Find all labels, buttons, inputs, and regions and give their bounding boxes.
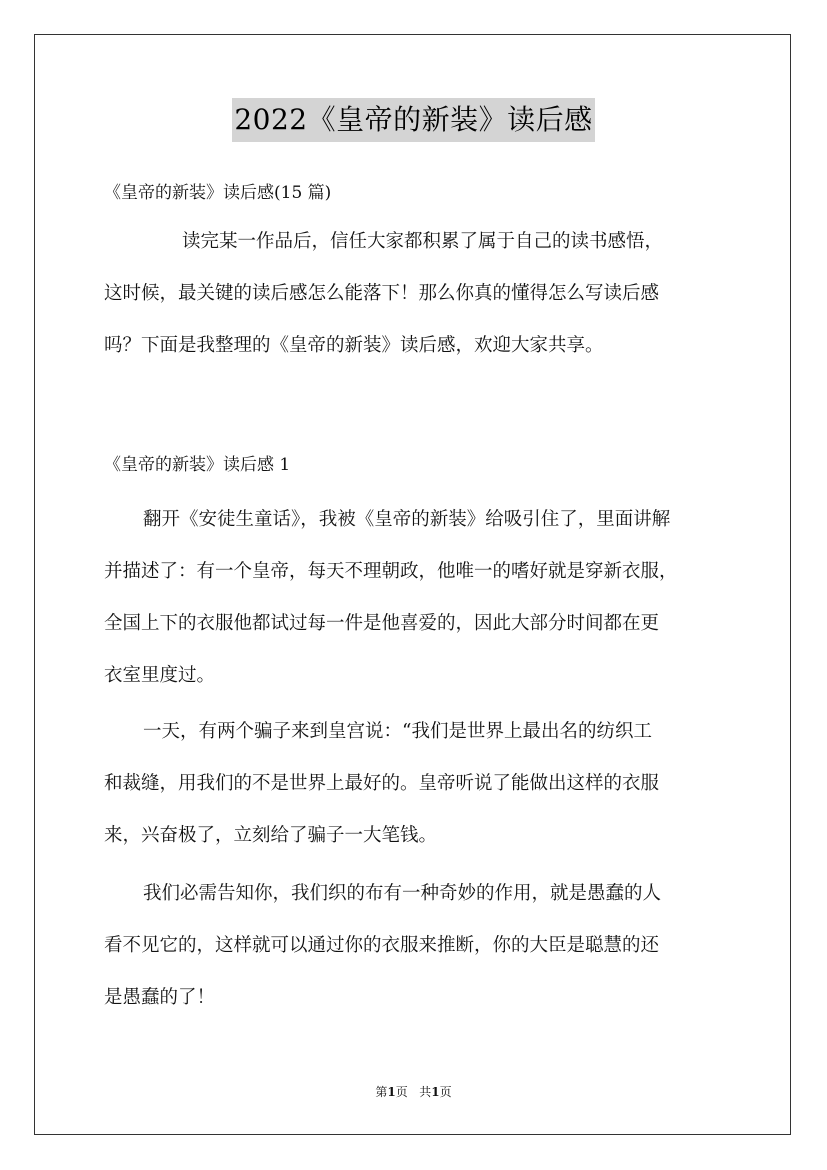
- paragraph-line: 并描述了：有一个皇帝，每天不理朝政，他唯一的嗜好就是穿新衣服，: [104, 561, 678, 582]
- document-subtitle: 《皇帝的新装》读后感(15 篇): [104, 183, 332, 203]
- paragraph-line: 是愚蠢的了！: [104, 987, 216, 1008]
- intro-line: 吗？下面是我整理的《皇帝的新装》读后感，欢迎大家共享。: [104, 335, 604, 356]
- intro-line: 这时候，最关键的读后感怎么能落下！那么你真的懂得怎么写读后感: [104, 283, 660, 304]
- paragraph-line: 看不见它的，这样就可以通过你的衣服来推断，你的大臣是聪慧的还: [104, 935, 660, 956]
- body-paragraph: [104, 706, 732, 862]
- paragraph-line: 翻开《安徒生童话》，我被《皇帝的新装》给吸引住了，里面讲解: [143, 509, 671, 530]
- section-heading: 《皇帝的新装》读后感 1: [104, 455, 291, 475]
- paragraph-line: 我们必需告知你，我们织的布有一种奇妙的作用，就是愚蠢的人: [143, 883, 662, 904]
- page-footer: [0, 1083, 827, 1101]
- paragraph-line: 一天，有两个骗子来到皇宫说：“我们是世界上最出名的纺织工: [143, 721, 652, 742]
- document-title: 2022《皇帝的新装》读后感: [232, 98, 594, 142]
- total-prefix: 共: [419, 1085, 432, 1099]
- paragraph-line: 衣室里度过。: [104, 665, 216, 686]
- total-suffix: 页: [439, 1085, 452, 1099]
- intro-line: 读完某一作品后，信任大家都积累了属于自己的读书感悟，: [182, 231, 664, 252]
- paragraph-line: 全国上下的衣服他都试过每一件是他喜爱的，因此大部分时间都在更: [104, 613, 660, 634]
- page-prefix: 第: [375, 1085, 388, 1099]
- title-container: [0, 98, 827, 142]
- body-paragraph: [104, 494, 732, 702]
- body-paragraph: [104, 868, 732, 1024]
- page-number: 1: [387, 1085, 396, 1099]
- paragraph-line: 来，兴奋极了，立刻给了骗子一大笔钱。: [104, 825, 438, 846]
- total-number: 1: [431, 1085, 440, 1099]
- paragraph-line: 和裁缝，用我们的不是世界上最好的。皇帝听说了能做出这样的衣服: [104, 773, 660, 794]
- intro-paragraph: [104, 216, 732, 372]
- page-suffix: 页: [395, 1085, 408, 1099]
